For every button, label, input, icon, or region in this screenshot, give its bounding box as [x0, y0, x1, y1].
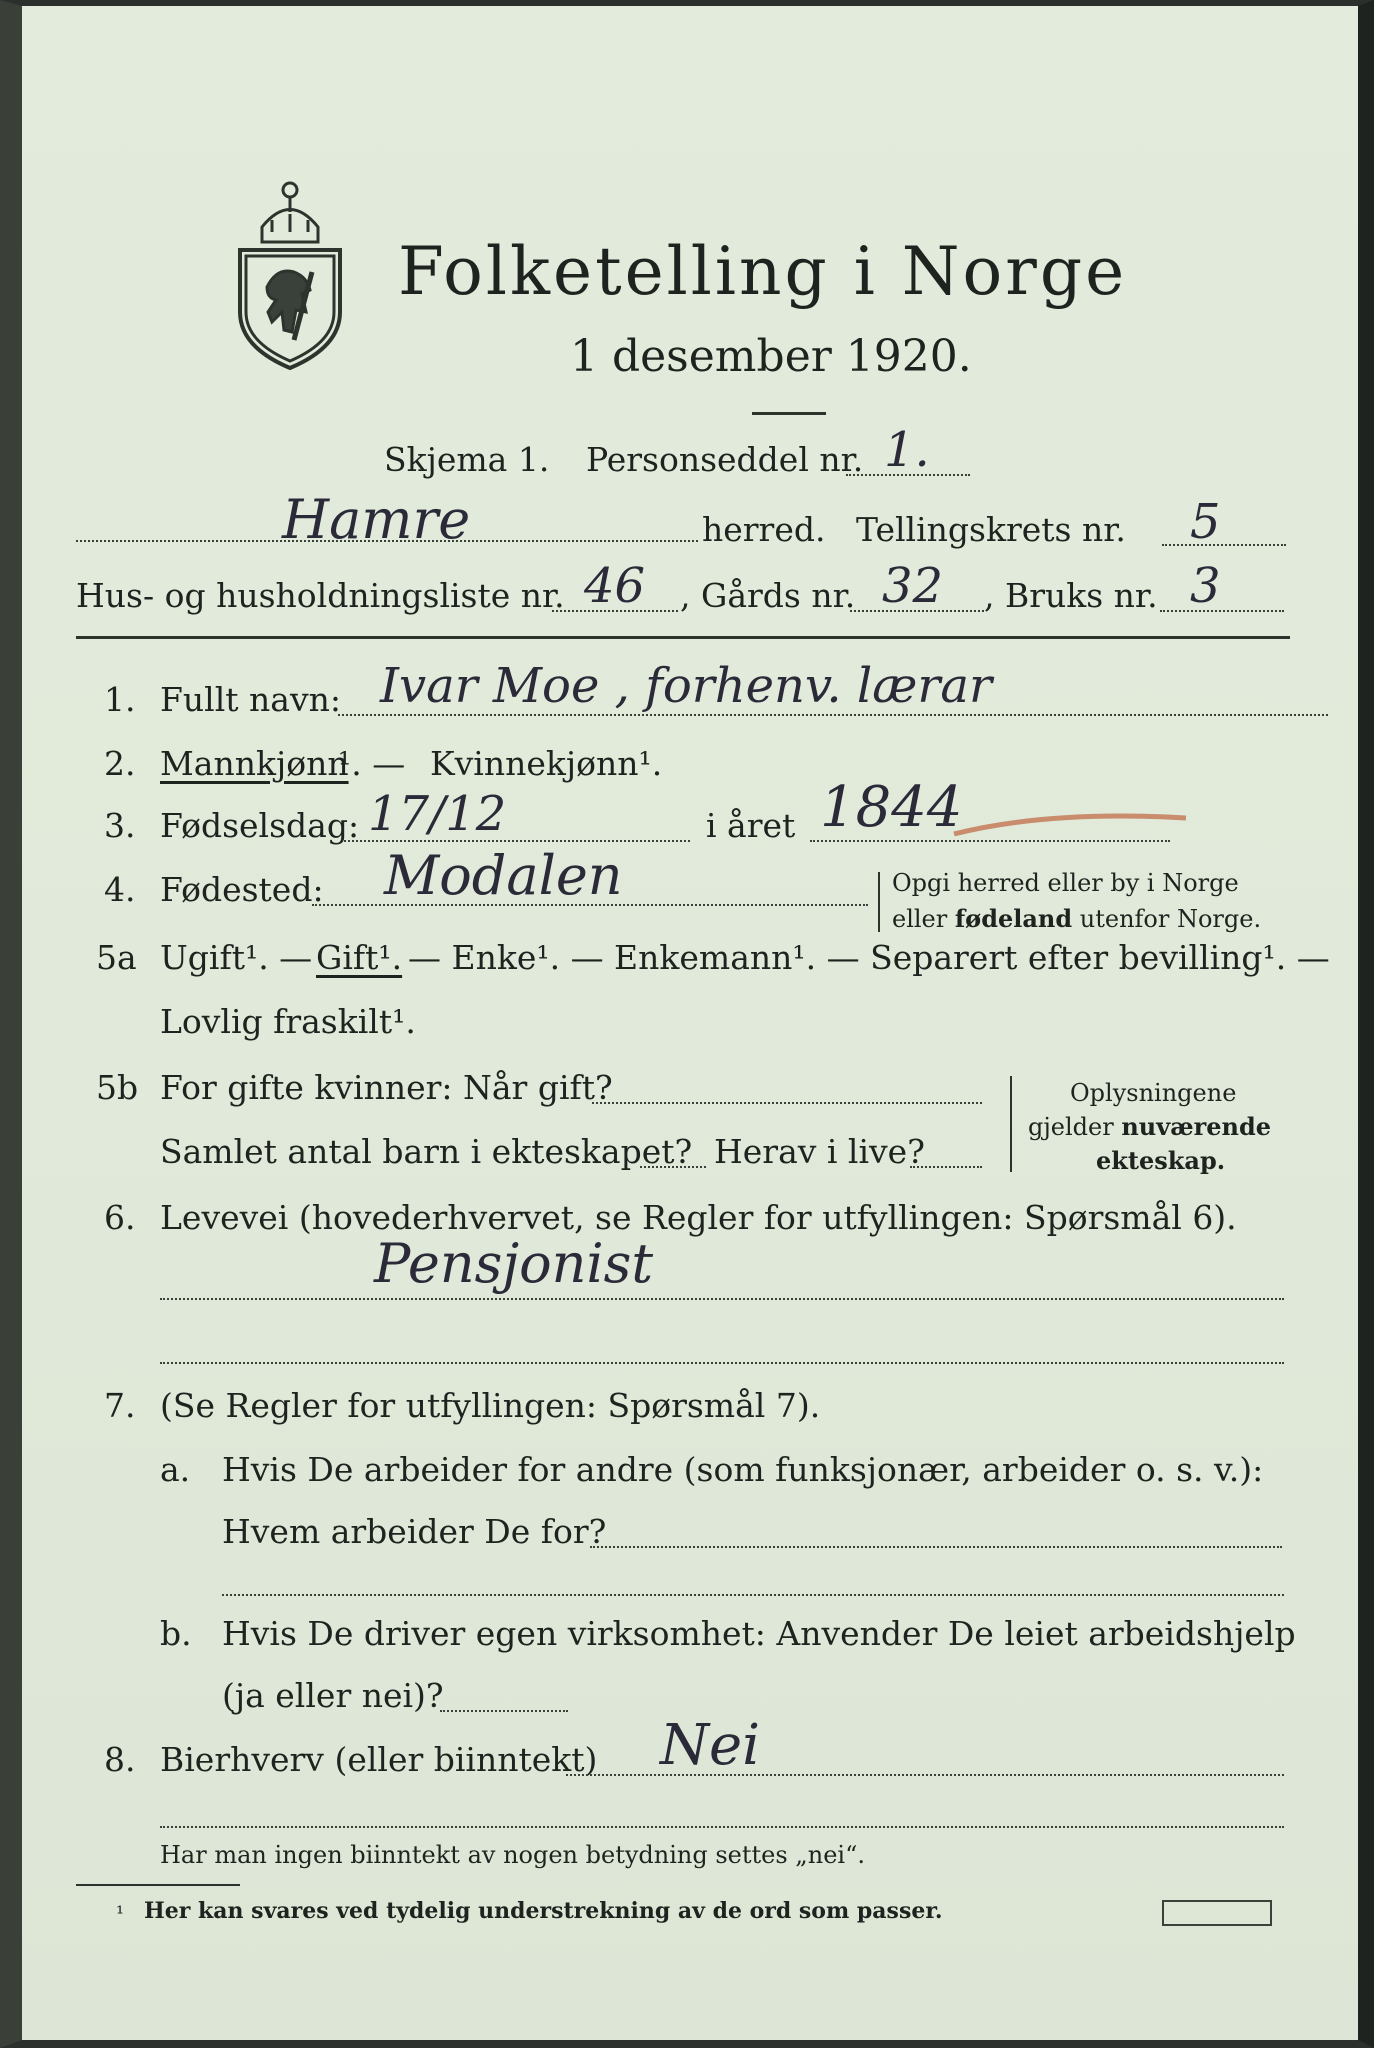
marital-other-options[interactable]: — Enke¹. — Enkemann¹. — Separert efter bevilling¹. — [408, 938, 1330, 977]
census-date: 1 desember 1920. [570, 331, 972, 382]
children-alive-label: Herav i live? [714, 1132, 925, 1171]
birthdate-label: Fødselsdag: [160, 806, 360, 845]
q7a-letter: a. [160, 1450, 191, 1489]
q7-number: 7. [104, 1386, 136, 1425]
occupation-value[interactable]: Pensjonist [374, 1232, 654, 1295]
marriage-note-3: ekteskap. [1096, 1146, 1226, 1175]
employer-line-1 [590, 1546, 1282, 1548]
marital-ugift[interactable]: Ugift¹. — [160, 938, 313, 977]
employer-label: Hvem arbeider De for? [222, 1512, 607, 1551]
marital-gift[interactable]: Gift¹. [316, 938, 403, 977]
title-divider [752, 412, 826, 415]
marital-fraskilt[interactable]: Lovlig fraskilt¹. [160, 1002, 416, 1041]
q3-number: 3. [104, 806, 136, 845]
birth-year-label: i året [706, 806, 796, 845]
birthplace-note-2: eller fødeland utenfor Norge. [892, 904, 1262, 933]
bruks-line [1160, 610, 1284, 612]
hired-help-line [440, 1710, 568, 1712]
husliste-value[interactable]: 46 [584, 558, 646, 614]
marriage-note-brace [1010, 1076, 1018, 1172]
occupation-label: Levevei (hovederhvervet, se Regler for utfyllingen: Spørsmål 6). [160, 1198, 1237, 1237]
bruks-label: , Bruks nr. [984, 576, 1158, 615]
gender-male-option[interactable]: Mannkjønn [160, 744, 349, 783]
birthplace-label: Fødested: [160, 870, 324, 909]
tellingskrets-value[interactable]: 5 [1190, 494, 1221, 550]
occupation-line-1 [160, 1298, 1284, 1300]
footnote-text: Her kan svares ved tydelig understrekning av de ord som passer. [144, 1898, 943, 1924]
q8-number: 8. [104, 1740, 136, 1779]
children-alive-line [910, 1166, 982, 1168]
birthplace-value[interactable]: Modalen [384, 844, 623, 907]
header-rule [76, 636, 1290, 639]
q1-number: 1. [104, 680, 136, 719]
herred-label: herred. [702, 510, 826, 549]
married-when-label: For gifte kvinner: Når gift? [160, 1068, 613, 1107]
occupation-line-2 [160, 1362, 1284, 1364]
children-total-line [640, 1166, 706, 1168]
birthdate-value[interactable]: 17/12 [368, 786, 507, 842]
herred-value[interactable]: Hamre [282, 488, 471, 551]
q6-number: 6. [104, 1198, 136, 1237]
hired-help-label: (ja eller nei)? [222, 1676, 444, 1715]
children-total-label: Samlet antal barn i ekteskapet? [160, 1132, 693, 1171]
pencil-stroke-mark [950, 800, 1190, 840]
footnote-rule [76, 1884, 240, 1886]
marriage-note-1: Oplysningene [1070, 1079, 1237, 1107]
gender-female-option[interactable]: Kvinnekjønn¹. [430, 744, 663, 783]
q4-number: 4. [104, 870, 136, 909]
gards-value[interactable]: 32 [882, 558, 944, 614]
birth-year-line [810, 840, 1170, 842]
full-name-value[interactable]: Ivar Moe , forhenv. lærar [380, 658, 992, 714]
tellingskrets-label: Tellingskrets nr. [856, 510, 1126, 549]
side-income-value[interactable]: Nei [660, 1713, 761, 1778]
birthplace-note-1: Opgi herred eller by i Norge [892, 869, 1239, 897]
bruks-value[interactable]: 3 [1190, 558, 1221, 614]
q2-number: 2. [104, 744, 136, 783]
side-income-note: Har man ingen biinntekt av nogen betydning settes „nei“. [160, 1841, 865, 1869]
footnote-mark: ¹ [116, 1901, 125, 1925]
employer-line-2 [222, 1594, 1284, 1596]
full-name-line [338, 714, 1328, 716]
side-income-label: Bierhverv (eller biinntekt) [160, 1740, 598, 1779]
tellingskrets-line [1162, 544, 1286, 546]
gards-label: , Gårds nr. [680, 576, 856, 615]
q5b-number: 5b [96, 1068, 139, 1107]
skjema-label: Skjema 1. [384, 440, 550, 479]
q7a-question: Hvis De arbeider for andre (som funksjonær, arbeider o. s. v.): [222, 1450, 1264, 1489]
form-title: Folketelling i Norge [398, 233, 1128, 310]
q7b-question: Hvis De driver egen virksomhet: Anvender De leiet arbeidshjelp [222, 1614, 1296, 1653]
side-income-line-2 [160, 1826, 1284, 1828]
norway-coat-of-arms-icon [232, 172, 348, 372]
personseddel-value[interactable]: 1. [884, 422, 930, 478]
printer-stamp-icon [1162, 1900, 1272, 1926]
birthplace-brace [878, 872, 886, 932]
married-when-line [592, 1102, 982, 1104]
personseddel-label: Personseddel nr. [586, 440, 864, 479]
husliste-label: Hus- og husholdningsliste nr. [76, 576, 565, 615]
birth-year-value[interactable]: 1844 [820, 775, 963, 840]
gender-separator: ¹. — [338, 744, 406, 783]
full-name-label: Fullt navn: [160, 680, 341, 719]
marriage-note-2: gjelder nuværende [1028, 1112, 1272, 1141]
q7b-letter: b. [160, 1614, 192, 1653]
q5a-number: 5a [96, 938, 137, 977]
q7-label: (Se Regler for utfyllingen: Spørsmål 7). [160, 1386, 821, 1425]
